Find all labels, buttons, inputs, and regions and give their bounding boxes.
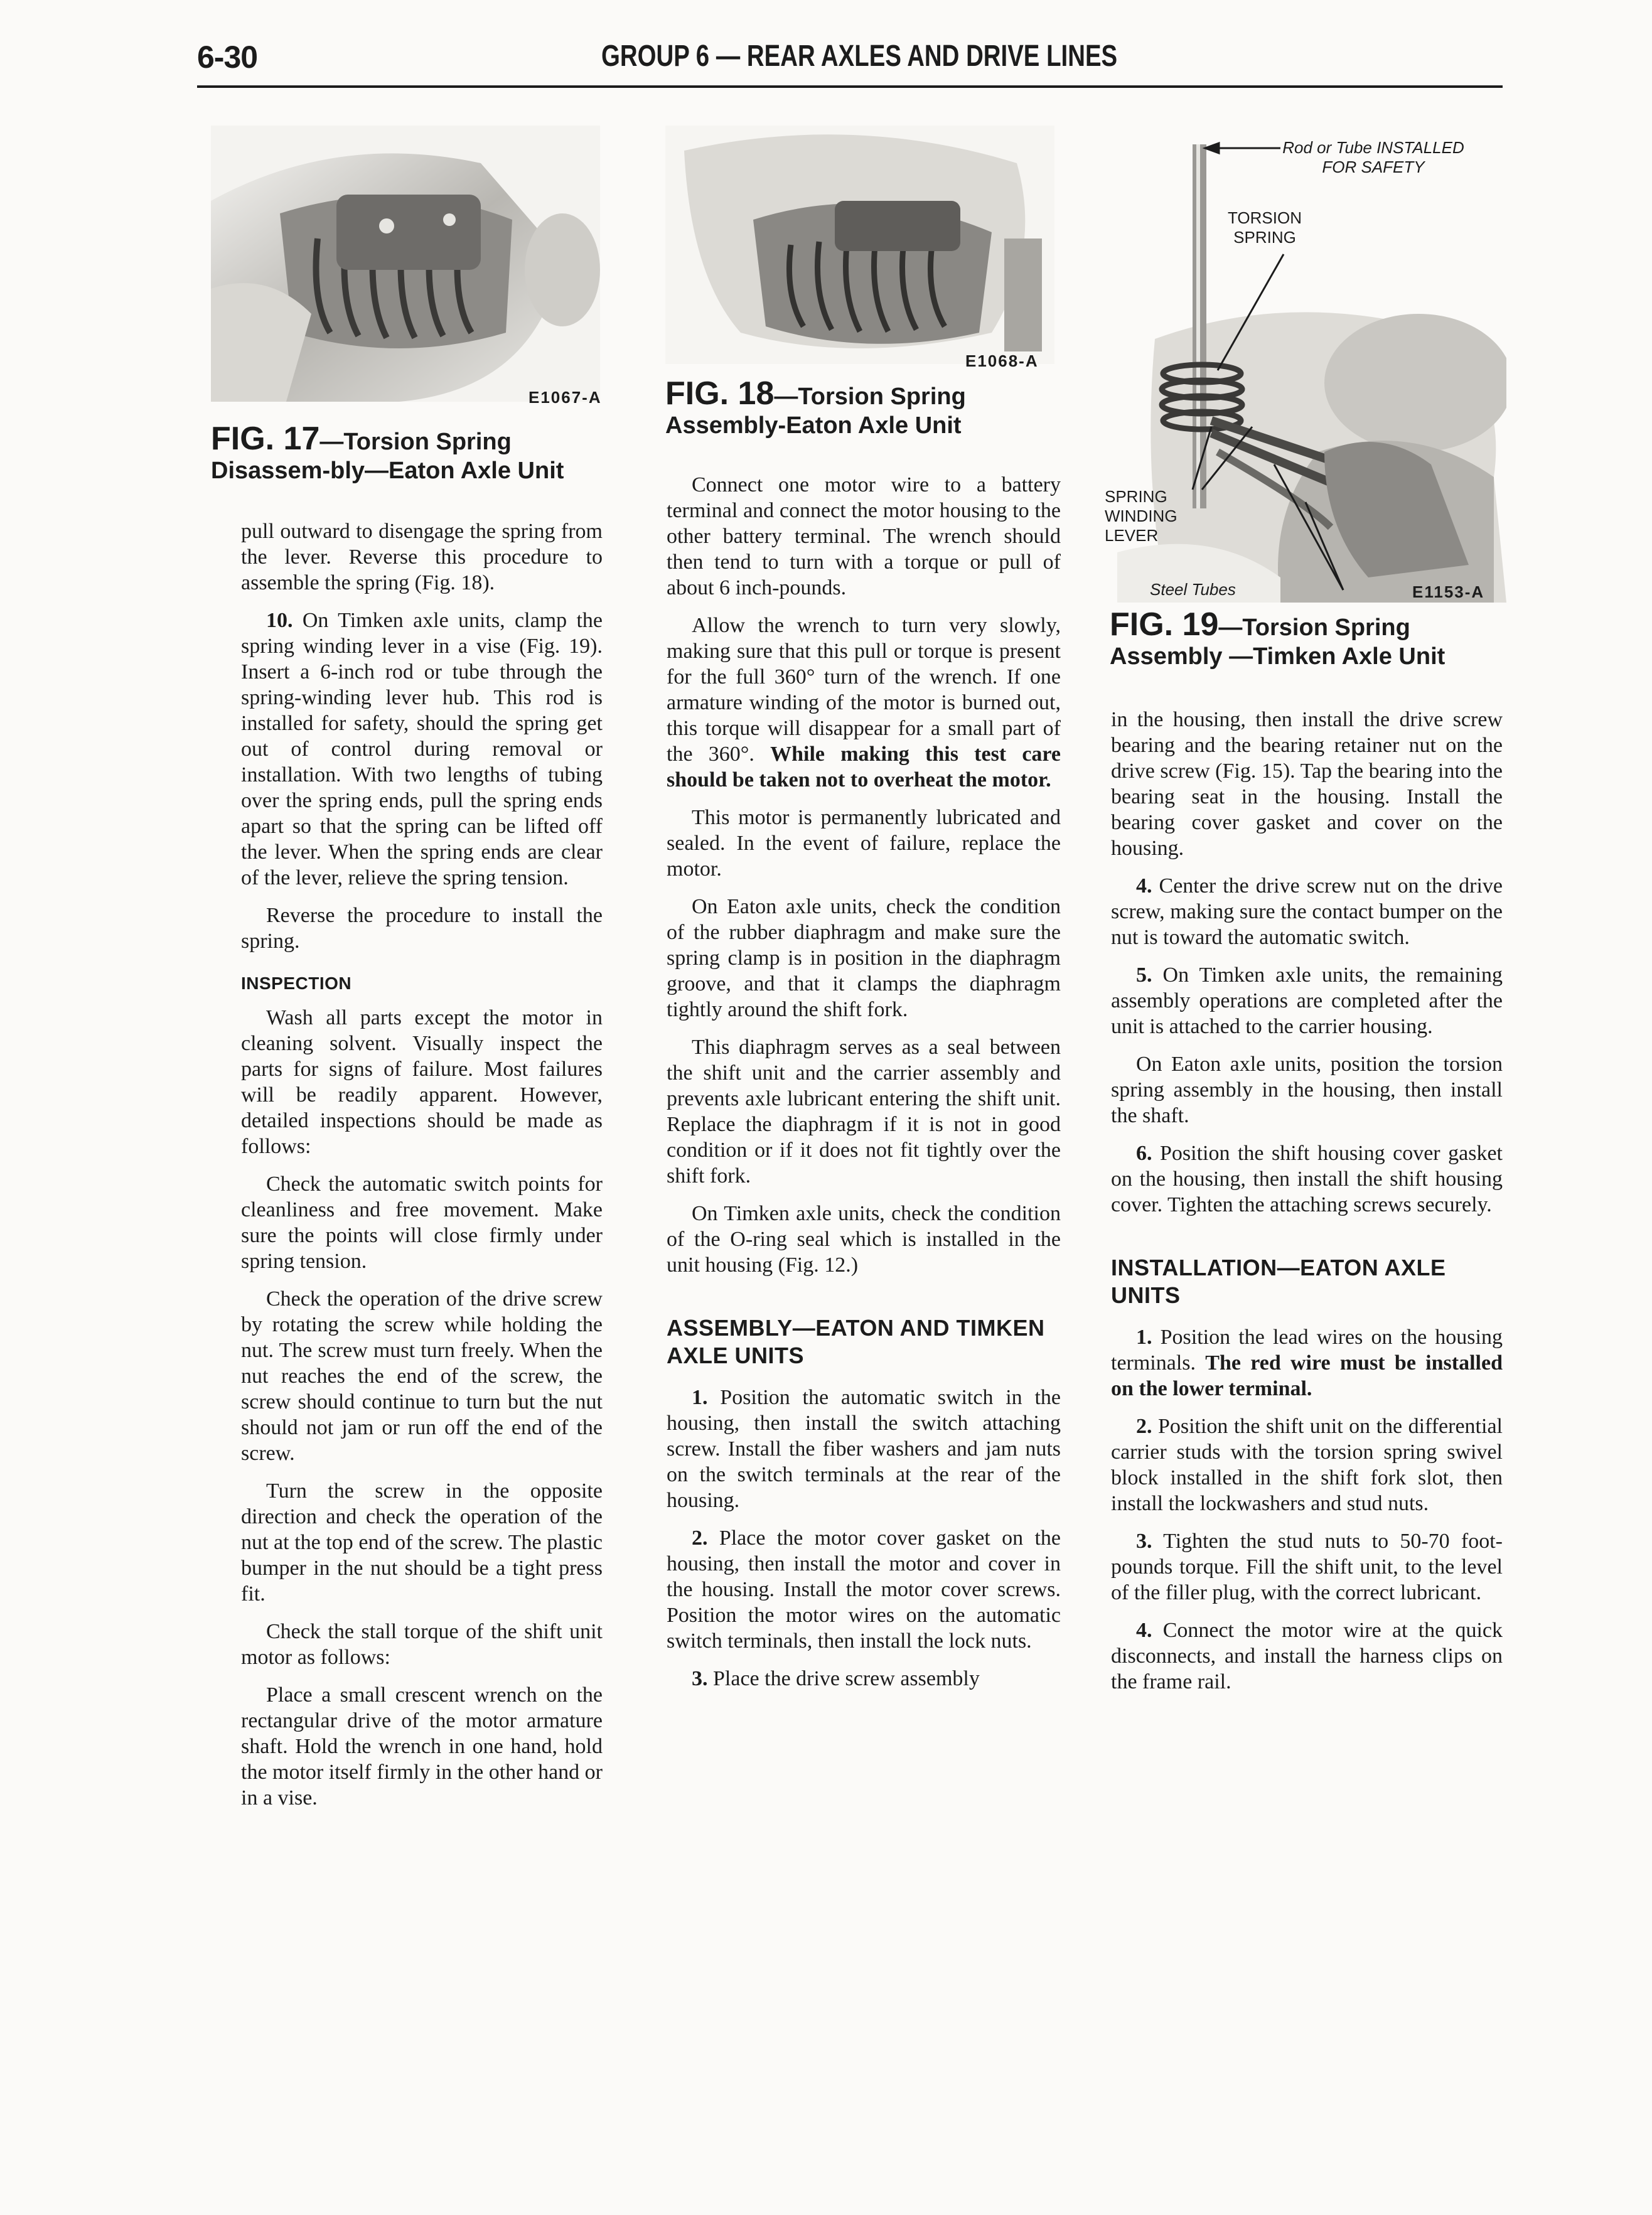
col3-paragraph bbox=[1111, 1324, 1503, 1402]
fig18-caption bbox=[665, 375, 1067, 440]
fig19-code: E1153-A bbox=[1412, 582, 1485, 601]
step-number: 3. bbox=[692, 1667, 708, 1690]
step-text: Connect the motor wire at the quick disconnects, and install the harness clips on the frame rail. bbox=[1111, 1619, 1503, 1693]
heading-installation: INSTALLATION—EATON AXLE UNITS bbox=[1111, 1255, 1446, 1308]
col2-bold-warning: While making this test care should be taken not to overheat the motor. bbox=[667, 743, 1061, 791]
col1-paragraph: Check the automatic switch points for cleanliness and free movement. Make sure the points will close firmly under spring tension. bbox=[241, 1172, 603, 1273]
fig17-photo bbox=[211, 126, 600, 402]
col2-paragraph: This diaphragm serves as a seal between the shift unit and the carrier assembly and prevents axle lubricant entering the shift unit. Replace the diaphragm if it is not in good condition or if it does not fit tightly over the shift fork. bbox=[667, 1036, 1061, 1188]
step-text: Position the shift housing cover gasket on the housing, then install the shift housing cover. Tighten the attaching screws securely. bbox=[1111, 1142, 1503, 1216]
step-text: On Timken axle units, clamp the spring winding lever in a vise (Fig. 19). Insert a 6-inch rod or tube through the spring-winding lever hub. This rod is installed for safety, should the spring get out of control during removal or installation. With two lengths of tubing over the spring ends, pull the spring ends apart so that the spring can be lifted off the lever. When the spring ends are clear of the lever, relieve the spring tension. bbox=[241, 609, 603, 889]
col2-paragraph: On Eaton axle units, check the condition of the rubber diaphragm and make sure the spring clamp is in position in the diaphragm groove, and that it clamps the diaphragm tightly around the shift fork. bbox=[667, 895, 1061, 1021]
header-rule bbox=[197, 85, 1503, 88]
step-number: 1. bbox=[692, 1386, 708, 1409]
col3-paragraph bbox=[1111, 962, 1503, 1039]
col1-paragraph: Turn the screw in the opposite direction and check the operation of the nut at the top end of the screw. The plastic bumper in the nut should be a tight press fit. bbox=[241, 1479, 603, 1606]
running-head: GROUP 6 — REAR AXLES AND DRIVE LINES bbox=[601, 40, 1118, 73]
col1-paragraph: pull outward to disengage the spring from the lever. Reverse this procedure to assemble the spring (Fig. 18). bbox=[241, 520, 603, 594]
step-number: 4. bbox=[1136, 1619, 1152, 1642]
col2-paragraph bbox=[667, 1666, 1061, 1692]
col2-paragraph: On Timken axle units, check the condition of the O-ring seal which is installed in the unit housing (Fig. 12.) bbox=[667, 1202, 1061, 1277]
fig18-label: FIG. 18 bbox=[665, 375, 775, 412]
fig17-title: —Torsion Spring Disassem-bly—Eaton Axle Unit bbox=[211, 429, 564, 484]
col1-paragraph: Wash all parts except the motor in cleaning solvent. Visually inspect the parts for signs of failure. Most failures will be readily apparent. However, detailed inspections should be made as follows: bbox=[241, 1006, 603, 1158]
col1-paragraph: Reverse the procedure to install the spring. bbox=[241, 904, 603, 953]
col3-paragraph bbox=[1111, 1413, 1503, 1516]
col1-paragraph: Place a small crescent wrench on the rectangular drive of the motor armature shaft. Hold the wrench in one hand, hold the motor itself firmly in the other hand or in a vise. bbox=[241, 1683, 603, 1810]
col2-paragraph: Connect one motor wire to a battery terminal and connect the motor housing to the other battery terminal. The wrench should then tend to turn with a torque or pull of about 6 inch-pounds. bbox=[667, 473, 1061, 599]
col3-bold-warning: The red wire must be installed on the lower terminal. bbox=[1111, 1351, 1503, 1400]
fig18-photo bbox=[665, 126, 1054, 364]
step-number: 4. bbox=[1136, 874, 1152, 898]
step-number: 5. bbox=[1136, 963, 1152, 987]
fig18-code: E1068-A bbox=[965, 351, 1039, 370]
fig17-label: FIG. 17 bbox=[211, 421, 320, 457]
step-number: 3. bbox=[1136, 1530, 1152, 1553]
fig19-label: FIG. 19 bbox=[1110, 606, 1219, 643]
col3-paragraph bbox=[1111, 1140, 1503, 1218]
col2-paragraph bbox=[667, 1385, 1061, 1513]
step-text: On Timken axle units, the remaining assembly operations are completed after the unit is attached to the carrier housing. bbox=[1111, 963, 1503, 1038]
step-number: 2. bbox=[1136, 1415, 1152, 1438]
fig17-caption bbox=[211, 421, 613, 485]
page-number: 6-30 bbox=[197, 40, 258, 75]
heading-inspection: INSPECTION bbox=[241, 973, 352, 993]
fig19-callout-tubes: Steel Tubes bbox=[1150, 580, 1236, 599]
fig18-title: —Torsion Spring Assembly-Eaton Axle Unit bbox=[665, 383, 966, 439]
step-text: Tighten the stud nuts to 50-70 foot-pounds torque. Fill the shift unit, to the level of the filler plug, with the correct lubricant. bbox=[1111, 1530, 1503, 1604]
step-text: Position the automatic switch in the housing, then install the switch attaching screw. Install the fiber washers and jam nuts on the switch terminals at the rear of the housing. bbox=[667, 1386, 1061, 1512]
fig19-leader-lines bbox=[1117, 126, 1506, 628]
step-text: Place the drive screw assembly bbox=[707, 1667, 980, 1690]
step-text: Center the drive screw nut on the drive screw, making sure the contact bumper on the nut is toward the automatic switch. bbox=[1111, 874, 1503, 949]
fig19-callout-torsion: TORSION SPRING bbox=[1228, 208, 1302, 247]
step-text: Place the motor cover gasket on the housing, then install the motor and cover in the housing. Install the motor cover screws. Position the motor wires on the automatic switch terminals, then install the lock nuts. bbox=[667, 1526, 1061, 1653]
heading-assembly: ASSEMBLY—EATON AND TIMKEN AXLE UNITS bbox=[667, 1315, 1045, 1368]
step-number: 1. bbox=[1136, 1326, 1152, 1349]
step-text: Position the lead wires on the housing terminals. bbox=[1111, 1326, 1503, 1375]
step-number: 6. bbox=[1136, 1142, 1152, 1165]
col1-paragraph bbox=[241, 608, 603, 891]
fig19-callout-lever: SPRING WINDING LEVER bbox=[1105, 487, 1177, 545]
col3-paragraph bbox=[1111, 1617, 1503, 1695]
col3-paragraph bbox=[1111, 873, 1503, 950]
column-3 bbox=[1111, 707, 1503, 1707]
step-text: Position the shift unit on the differential carrier studs with the torsion spring swivel block installed in the shift fork slot, then install the lockwashers and stud nuts. bbox=[1111, 1415, 1503, 1515]
col2-text: Allow the wrench to turn very slowly, making sure that this pull or torque is present for the full 360° turn of the wrench. If one armature winding of the motor is burned out, this torque will disappear for a small part of the 360°. bbox=[667, 614, 1061, 766]
column-1 bbox=[241, 518, 603, 1823]
step-number: 2. bbox=[692, 1526, 708, 1550]
step-number: 10. bbox=[266, 609, 293, 632]
col3-paragraph bbox=[1111, 1528, 1503, 1606]
col1-paragraph: Check the stall torque of the shift unit motor as follows: bbox=[241, 1620, 603, 1669]
col3-paragraph: On Eaton axle units, position the torsion spring assembly in the housing, then install the shaft. bbox=[1111, 1053, 1503, 1127]
fig19-title: —Torsion Spring Assembly —Timken Axle Unit bbox=[1110, 614, 1446, 670]
col1-paragraph: Check the operation of the drive screw by rotating the screw while holding the nut. The screw must turn freely. When the nut reaches the end of the screw, the screw should continue to turn but the nut should not jam or run off the end of the screw. bbox=[241, 1287, 603, 1465]
col3-paragraph: in the housing, then install the drive screw bearing and the bearing retainer nut on the drive screw (Fig. 15). Tap the bearing into the bearing seat in the housing. Install the bearing cover gasket and cover on the housing. bbox=[1111, 708, 1503, 860]
fig19-caption bbox=[1110, 606, 1505, 671]
page-header bbox=[0, 0, 1652, 94]
col2-paragraph bbox=[667, 1525, 1061, 1654]
col2-paragraph: This motor is permanently lubricated and sealed. In the event of failure, replace the motor. bbox=[667, 806, 1061, 881]
fig17-code: E1067-A bbox=[528, 388, 602, 407]
col2-paragraph bbox=[667, 613, 1061, 793]
fig19-callout-rod: Rod or Tube INSTALLED FOR SAFETY bbox=[1282, 138, 1464, 176]
column-2 bbox=[667, 472, 1061, 1703]
